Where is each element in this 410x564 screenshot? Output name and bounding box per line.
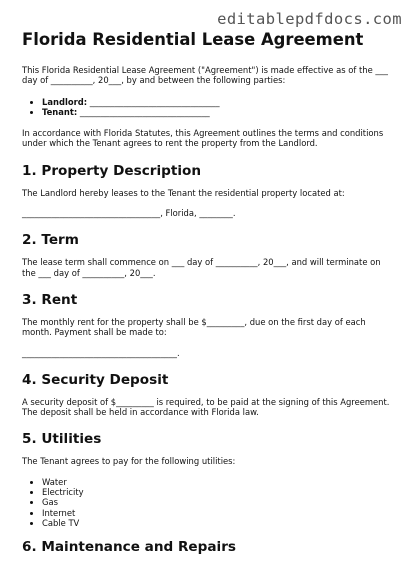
section-paragraph: The Landlord hereby leases to the Tenant the residential property located at: bbox=[22, 187, 345, 198]
list-item: • Internet bbox=[42, 508, 394, 518]
section-heading: 2. Term bbox=[22, 232, 79, 249]
utilities-list bbox=[22, 477, 394, 528]
section-heading: 3. Rent bbox=[22, 291, 78, 308]
section-heading: 5. Utilities bbox=[22, 431, 102, 448]
section-paragraph: A security deposit of $_________ is required, to be paid at the signing of this Agreement. The deposit shall be held in accordance with Florida law. bbox=[22, 396, 390, 418]
parties-list bbox=[22, 97, 394, 118]
list-item: • Gas bbox=[42, 497, 394, 507]
list-item: • Cable TV bbox=[42, 518, 394, 528]
party-blank: _______________________________ bbox=[89, 96, 220, 107]
document-title: Florida Residential Lease Agreement bbox=[22, 30, 364, 49]
lease-document bbox=[22, 30, 394, 564]
intro-paragraph: This Florida Residential Lease Agreement ("Agreement") is made effective as of the ___ day of __________, 20___, by and between the following parties: bbox=[22, 65, 388, 86]
party-landlord bbox=[42, 97, 394, 107]
party-blank: _______________________________ bbox=[79, 106, 210, 117]
statutes-paragraph: In accordance with Florida Statutes, this Agreement outlines the terms and conditions under which the Tenant agrees to rent the property from the Landlord. bbox=[22, 128, 384, 149]
section-paragraph: The Tenant agrees to pay for the following utilities: bbox=[22, 456, 236, 467]
payee-blank: _____________________________________. bbox=[22, 347, 180, 358]
address-blank: _________________________________, Florida, ________. bbox=[22, 208, 236, 219]
party-tenant bbox=[42, 107, 394, 117]
party-label: Tenant: bbox=[42, 106, 78, 117]
party-label: Landlord: bbox=[42, 96, 88, 107]
section-paragraph: The lease term shall commence on ___ day of __________, 20___, and will terminate on the ___ day of __________, 20___. bbox=[22, 257, 381, 278]
section-heading: 4. Security Deposit bbox=[22, 371, 169, 388]
site-watermark: editablepdfdocs.com bbox=[217, 10, 402, 28]
section-heading: 6. Maintenance and Repairs bbox=[22, 539, 237, 556]
section-heading: 1. Property Description bbox=[22, 162, 202, 179]
section-paragraph: The monthly rent for the property shall be $_________, due on the first day of each month. Payment shall be made to: bbox=[22, 316, 366, 338]
list-item: • Electricity bbox=[42, 487, 394, 497]
list-item: • Water bbox=[42, 477, 394, 487]
